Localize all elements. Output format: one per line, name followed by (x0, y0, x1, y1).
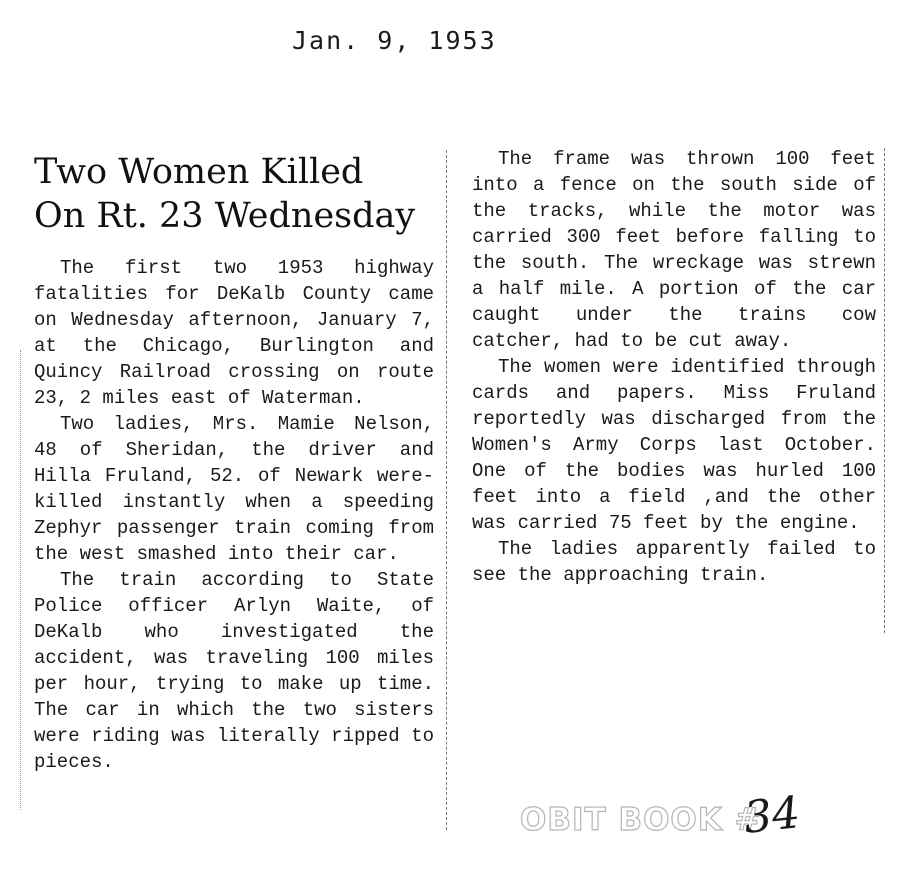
article-paragraph: The ladies apparently failed to see the approaching train. (472, 538, 876, 586)
clipping-date: Jan. 9, 1953 (292, 26, 497, 55)
obit-book-stamp: OBIT BOOK # (520, 802, 762, 838)
article-paragraph: The frame was thrown 100 feet into a fence on the south side of the tracks, while the motor was carried 300 feet before falling to the south. The wreckage was strewn a half mile. A portion of the car caught under the trains cow catcher, had to be cut away. (472, 148, 876, 352)
headline-line-2: On Rt. 23 Wednesday (34, 196, 416, 236)
column-divider-rule (446, 150, 447, 830)
article-paragraph: The first two 1953 highway fatalities for DeKalb County came on Wednesday afternoon, January 7, at the Chicago, Burlington and Quincy Railroad crossing on route 23, 2 miles east of Waterman. (34, 257, 434, 409)
article-paragraph: Two ladies, Mrs. Mamie Nelson, 48 of Sheridan, the driver and Hilla Fruland, 52. of Newark were- killed instantly when a speeding Zephyr passenger train coming from the west smashed into their car. (34, 413, 434, 565)
article-paragraph: The women were identified through cards and papers. Miss Fruland reportedly was discharged from the Women's Army Corps last October. One of the bodies was hurled 100 feet into a field ,and the other was carried 75 feet by the engine. (472, 356, 876, 534)
headline (34, 150, 444, 238)
left-margin-rule (20, 350, 21, 810)
headline-line-1: Two Women Killed (34, 152, 364, 192)
article-paragraph: The train according to State Police officer Arlyn Waite, of DeKalb who investigated the accident, was traveling 100 miles per hour, trying to make up time. The car in which the two sisters were riding was literally ripped to pieces. (34, 569, 434, 773)
handwritten-book-number: 34 (741, 787, 803, 844)
article-left-column (34, 255, 434, 775)
article-right-column (472, 146, 876, 588)
right-margin-rule (884, 148, 885, 633)
